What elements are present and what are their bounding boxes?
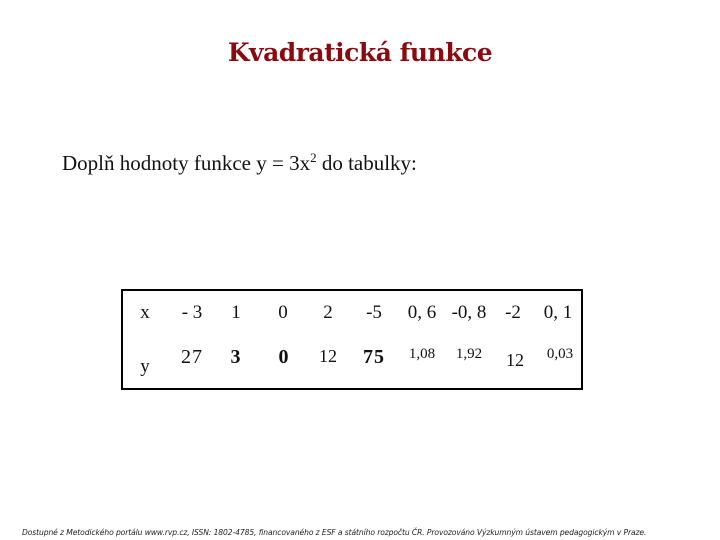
x-value-cell: -2 — [505, 302, 521, 323]
row-label-y: y — [140, 356, 150, 377]
x-value-cell: - 3 — [181, 302, 203, 323]
x-value-cell: 0 — [278, 302, 288, 323]
x-value-cell: 0, 6 — [407, 302, 437, 323]
y-value-cell: 1,92 — [455, 346, 483, 362]
instruction-text-end: do tabulky: — [316, 151, 417, 175]
instruction-text-start: Doplň hodnoty funkce y = 3x — [62, 151, 311, 175]
task-instruction — [62, 150, 417, 176]
x-value-cell: 0, 1 — [543, 302, 573, 323]
x-value-cell: 1 — [231, 302, 241, 323]
x-value-cell: 2 — [323, 302, 333, 323]
y-value-cell: 0 — [278, 346, 290, 368]
row-label-x: x — [140, 302, 150, 323]
y-value-cell: 1,08 — [408, 346, 436, 362]
y-value-cell: 12 — [319, 346, 337, 366]
y-value-cell: 12 — [506, 350, 524, 370]
instruction-exponent: 2 — [310, 150, 317, 165]
y-value-cell: 0,03 — [546, 346, 574, 362]
y-value-cell: 3 — [230, 346, 242, 368]
x-value-cell: -5 — [366, 302, 382, 323]
y-value-cell: 75 — [363, 346, 385, 368]
y-value-cell: 27 — [181, 346, 203, 368]
footer-credit: Dostupné z Metodického portálu www.rvp.cz, ISSN: 1802-4785, financovaného z ESF a státního rozpočtu ČR. Provozováno Výzkumným ústavem pedagogickým v Praze. — [22, 528, 647, 537]
slide-title: Kvadratická funkce — [227, 38, 493, 67]
x-value-cell: -0, 8 — [451, 302, 487, 323]
